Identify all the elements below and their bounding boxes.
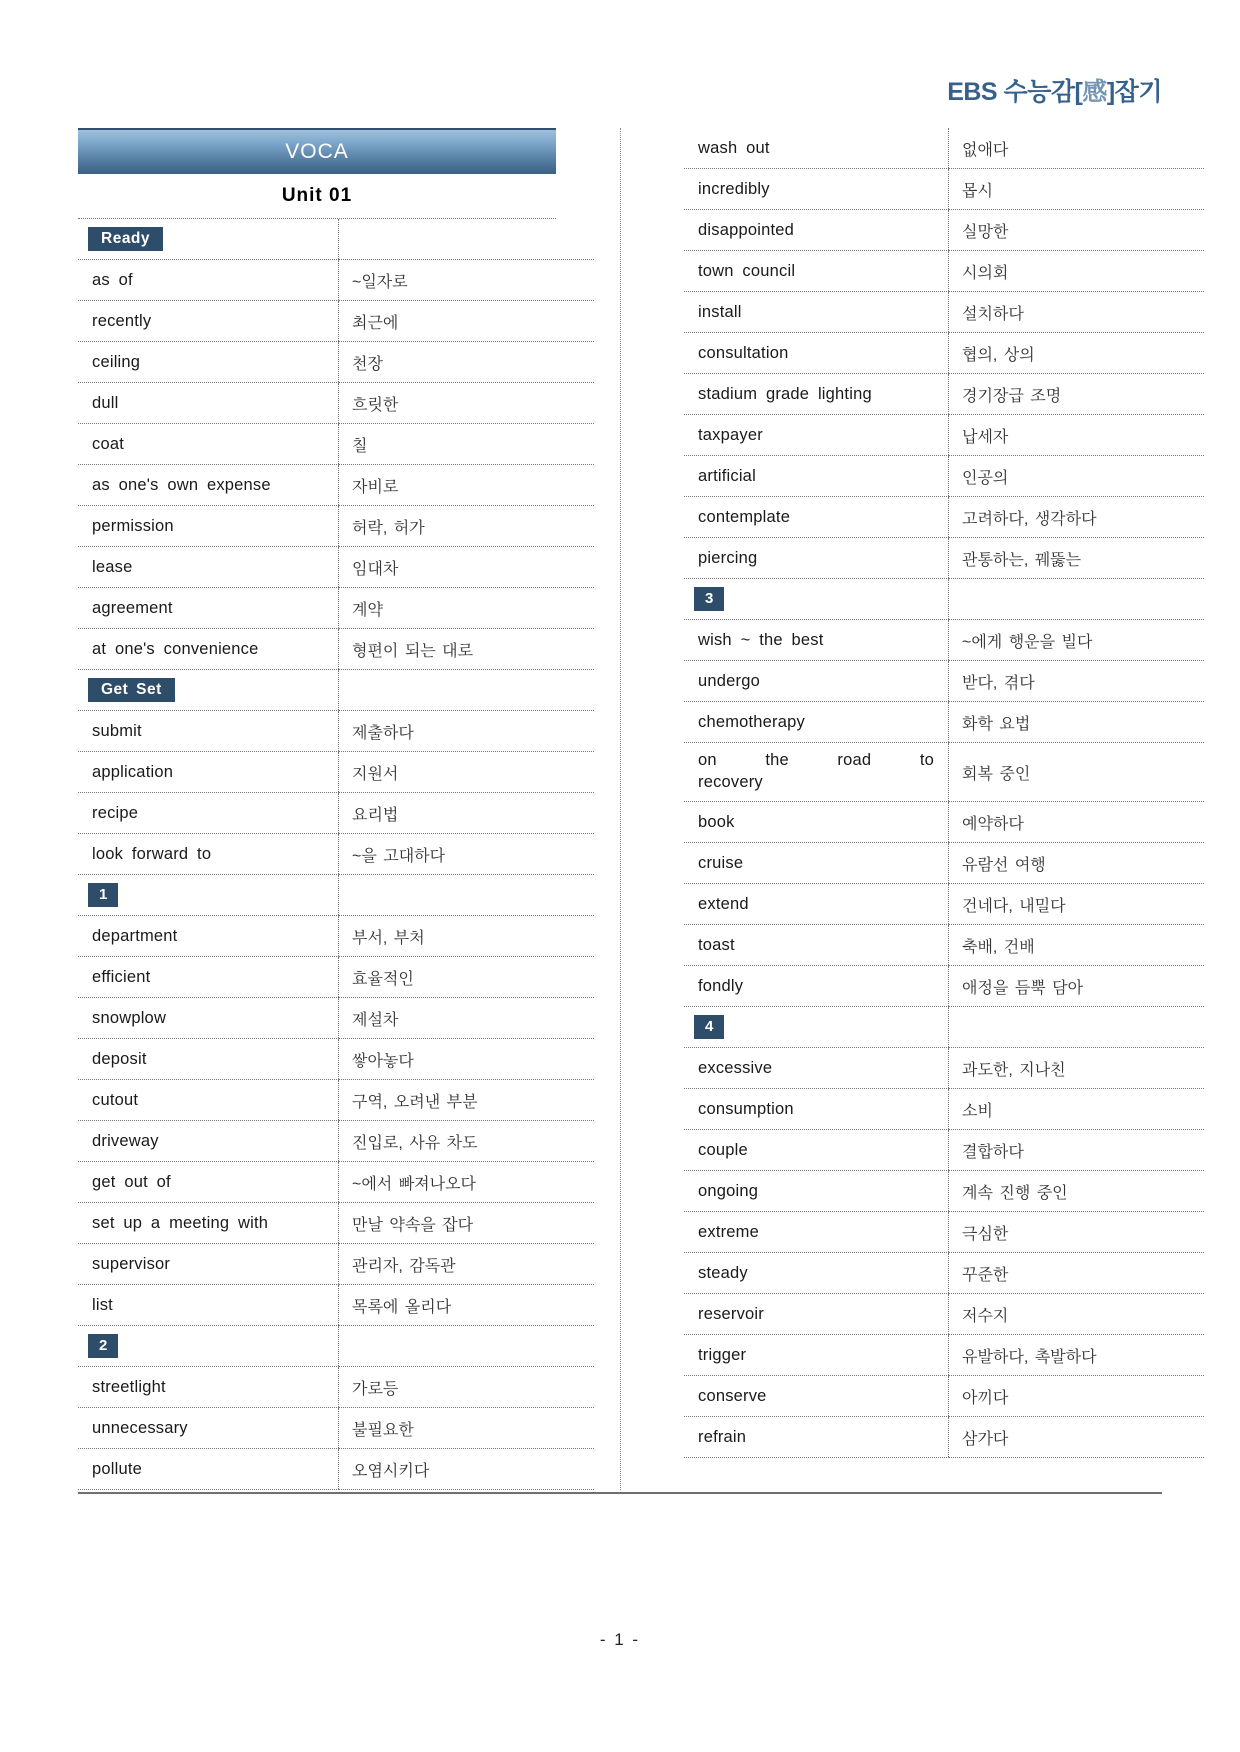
term-cell: application (78, 752, 339, 793)
term-cell: couple (684, 1130, 949, 1171)
section-badge-cell (78, 1326, 339, 1367)
term-cell: supervisor (78, 1244, 339, 1285)
term-line-1: on the road to (698, 751, 934, 770)
table-row (684, 925, 1204, 966)
table-row (78, 1121, 594, 1162)
table-row (684, 966, 1204, 1007)
table-row (78, 752, 594, 793)
meaning-cell: 애정을 듬뿍 담아 (949, 966, 1205, 1007)
term-cell: as one's own expense (78, 465, 339, 506)
meaning-cell: 제출하다 (339, 711, 595, 752)
meaning-cell: 흐릿한 (339, 383, 595, 424)
meaning-cell: 관통하는, 꿰뚫는 (949, 538, 1205, 579)
meaning-cell: 시의회 (949, 251, 1205, 292)
meaning-cell: 극심한 (949, 1212, 1205, 1253)
table-row (78, 1408, 594, 1449)
brand-hanja: 感 (1082, 78, 1107, 106)
brand-prefix: EBS 수능감[ (947, 78, 1083, 106)
term-cell: efficient (78, 957, 339, 998)
section-header-row (78, 670, 594, 711)
meaning-cell: 지원서 (339, 752, 595, 793)
meaning-cell: 예약하다 (949, 802, 1205, 843)
table-row (78, 1162, 594, 1203)
table-row (78, 424, 594, 465)
term-cell: trigger (684, 1335, 949, 1376)
section-number-row (78, 1326, 594, 1367)
term-cell: as of (78, 260, 339, 301)
meaning-cell: 자비로 (339, 465, 595, 506)
term-cell: department (78, 916, 339, 957)
meaning-cell: 진입로, 사유 차도 (339, 1121, 595, 1162)
table-row (684, 456, 1204, 497)
term-cell: reservoir (684, 1294, 949, 1335)
table-row (684, 251, 1204, 292)
table-row (684, 1212, 1204, 1253)
term-cell: stadium grade lighting (684, 374, 949, 415)
meaning-cell: 목록에 올리다 (339, 1285, 595, 1326)
table-row (684, 497, 1204, 538)
term-cell: agreement (78, 588, 339, 629)
table-row (684, 1089, 1204, 1130)
term-cell: book (684, 802, 949, 843)
unit-title-row (78, 174, 556, 219)
table-row (78, 793, 594, 834)
term-cell: ceiling (78, 342, 339, 383)
bottom-rule (78, 1492, 1162, 1494)
meaning-cell: 협의, 상의 (949, 333, 1205, 374)
voca-banner (78, 128, 556, 174)
term-cell: streetlight (78, 1367, 339, 1408)
table-row (78, 1367, 594, 1408)
term-cell: at one's convenience (78, 629, 339, 670)
page-number: - 1 - (599, 1630, 641, 1649)
table-row (684, 374, 1204, 415)
table-row (78, 834, 594, 875)
meaning-cell: 아끼다 (949, 1376, 1205, 1417)
term-cell: incredibly (684, 169, 949, 210)
table-row (684, 661, 1204, 702)
table-row (684, 1335, 1204, 1376)
term-cell: recently (78, 301, 339, 342)
section-badge-cell (78, 875, 339, 916)
section-label-badge: Get Set (88, 678, 175, 703)
term-cell: wash out (684, 128, 949, 169)
term-cell: toast (684, 925, 949, 966)
section-number-badge: 3 (694, 587, 724, 611)
table-row (684, 210, 1204, 251)
term-line-2: recovery (698, 773, 763, 791)
table-row (78, 1285, 594, 1326)
meaning-cell: 계약 (339, 588, 595, 629)
meaning-cell: 칠 (339, 424, 595, 465)
term-cell (684, 743, 949, 802)
meaning-cell: 유발하다, 촉발하다 (949, 1335, 1205, 1376)
meaning-cell: 설치하다 (949, 292, 1205, 333)
column-divider (556, 128, 684, 1490)
meaning-cell: 쌓아놓다 (339, 1039, 595, 1080)
meaning-cell: 과도한, 지나친 (949, 1048, 1205, 1089)
table-row (78, 629, 594, 670)
section-number-row (684, 1007, 1204, 1048)
meaning-cell: 계속 진행 중인 (949, 1171, 1205, 1212)
term-cell: artificial (684, 456, 949, 497)
meaning-cell: ~에서 빠져나오다 (339, 1162, 595, 1203)
left-vocab-table (78, 219, 594, 1490)
section-header-row (78, 219, 594, 260)
table-row (684, 1253, 1204, 1294)
right-vocab-table (684, 128, 1204, 1458)
left-column (78, 128, 556, 1490)
section-badge-cell (78, 670, 339, 711)
meaning-cell: 불필요한 (339, 1408, 595, 1449)
meaning-cell: 화학 요법 (949, 702, 1205, 743)
term-cell: get out of (78, 1162, 339, 1203)
table-row (684, 702, 1204, 743)
meaning-cell: 요리법 (339, 793, 595, 834)
table-row (78, 916, 594, 957)
term-cell: submit (78, 711, 339, 752)
vocabulary-columns (78, 128, 1162, 1490)
term-cell: unnecessary (78, 1408, 339, 1449)
meaning-cell: 오염시키다 (339, 1449, 595, 1490)
term-cell: contemplate (684, 497, 949, 538)
term-cell: pollute (78, 1449, 339, 1490)
table-row (684, 843, 1204, 884)
term-cell: steady (684, 1253, 949, 1294)
meaning-cell: ~일자로 (339, 260, 595, 301)
table-row (78, 547, 594, 588)
term-cell: permission (78, 506, 339, 547)
meaning-cell: 저수지 (949, 1294, 1205, 1335)
term-cell: coat (78, 424, 339, 465)
table-row (684, 128, 1204, 169)
term-cell: undergo (684, 661, 949, 702)
table-row (684, 743, 1204, 802)
meaning-cell: 축배, 건배 (949, 925, 1205, 966)
term-cell: consumption (684, 1089, 949, 1130)
term-cell: ongoing (684, 1171, 949, 1212)
table-row (684, 802, 1204, 843)
meaning-cell: 임대차 (339, 547, 595, 588)
meaning-cell: 삼가다 (949, 1417, 1205, 1458)
meaning-cell: 허락, 허가 (339, 506, 595, 547)
term-cell: piercing (684, 538, 949, 579)
term-cell: look forward to (78, 834, 339, 875)
table-row (78, 342, 594, 383)
meaning-cell: 받다, 겪다 (949, 661, 1205, 702)
table-row (684, 1130, 1204, 1171)
meaning-cell: 유람선 여행 (949, 843, 1205, 884)
section-number-badge: 2 (88, 1334, 118, 1358)
right-column (684, 128, 1162, 1490)
meaning-cell: 고려하다, 생각하다 (949, 497, 1205, 538)
meaning-cell: 만날 약속을 잡다 (339, 1203, 595, 1244)
meaning-cell: 가로등 (339, 1367, 595, 1408)
term-cell: refrain (684, 1417, 949, 1458)
term-cell: extreme (684, 1212, 949, 1253)
table-row (78, 260, 594, 301)
term-cell: taxpayer (684, 415, 949, 456)
term-cell: deposit (78, 1039, 339, 1080)
meaning-cell: 회복 중인 (949, 743, 1205, 802)
table-row (78, 1244, 594, 1285)
meaning-cell: 건네다, 내밀다 (949, 884, 1205, 925)
document-brand-header (947, 72, 1162, 108)
meaning-cell: 부서, 부처 (339, 916, 595, 957)
term-cell: disappointed (684, 210, 949, 251)
meaning-cell: 효율적인 (339, 957, 595, 998)
term-cell: wish ~ the best (684, 620, 949, 661)
meaning-cell: 결합하다 (949, 1130, 1205, 1171)
page-footer (0, 1630, 1240, 1650)
table-row (78, 1039, 594, 1080)
table-row (684, 538, 1204, 579)
table-row (78, 301, 594, 342)
term-cell: install (684, 292, 949, 333)
term-cell: recipe (78, 793, 339, 834)
section-number-badge: 4 (694, 1015, 724, 1039)
term-cell: fondly (684, 966, 949, 1007)
table-row (78, 1449, 594, 1490)
term-cell: excessive (684, 1048, 949, 1089)
meaning-cell: 인공의 (949, 456, 1205, 497)
table-row (78, 506, 594, 547)
term-cell: driveway (78, 1121, 339, 1162)
meaning-cell: 납세자 (949, 415, 1205, 456)
term-cell: cutout (78, 1080, 339, 1121)
voca-banner-title: VOCA (285, 140, 349, 163)
meaning-cell: 경기장급 조명 (949, 374, 1205, 415)
meaning-cell: 형편이 되는 대로 (339, 629, 595, 670)
meaning-cell: 천장 (339, 342, 595, 383)
meaning-cell: 제설차 (339, 998, 595, 1039)
table-row (684, 1048, 1204, 1089)
meaning-cell-empty (949, 1007, 1205, 1048)
term-cell: extend (684, 884, 949, 925)
table-row (78, 465, 594, 506)
table-row (684, 620, 1204, 661)
meaning-cell: 관리자, 감독관 (339, 1244, 595, 1285)
section-number-row (684, 579, 1204, 620)
term-cell: town council (684, 251, 949, 292)
table-row (684, 292, 1204, 333)
term-cell: list (78, 1285, 339, 1326)
table-row (78, 957, 594, 998)
term-cell: snowplow (78, 998, 339, 1039)
term-cell: chemotherapy (684, 702, 949, 743)
table-row (78, 383, 594, 424)
meaning-cell: ~에게 행운을 빌다 (949, 620, 1205, 661)
meaning-cell: 소비 (949, 1089, 1205, 1130)
meaning-cell: 실망한 (949, 210, 1205, 251)
term-cell: dull (78, 383, 339, 424)
brand-suffix: ]잡기 (1106, 78, 1162, 106)
term-cell: conserve (684, 1376, 949, 1417)
term-cell: set up a meeting with (78, 1203, 339, 1244)
table-row (684, 169, 1204, 210)
term-cell: lease (78, 547, 339, 588)
table-row (684, 1417, 1204, 1458)
meaning-cell: 구역, 오려낸 부분 (339, 1080, 595, 1121)
term-cell: cruise (684, 843, 949, 884)
section-number-row (78, 875, 594, 916)
meaning-cell: ~을 고대하다 (339, 834, 595, 875)
term-cell: consultation (684, 333, 949, 374)
table-row (684, 333, 1204, 374)
section-label-badge: Ready (88, 227, 163, 252)
table-row (78, 998, 594, 1039)
table-row (684, 1294, 1204, 1335)
section-badge-cell (684, 579, 949, 620)
table-row (78, 711, 594, 752)
table-row (684, 1171, 1204, 1212)
meaning-cell: 몹시 (949, 169, 1205, 210)
meaning-cell-empty (949, 579, 1205, 620)
table-row (684, 415, 1204, 456)
table-row (78, 588, 594, 629)
section-badge-cell (684, 1007, 949, 1048)
unit-label: Unit 01 (281, 185, 353, 206)
meaning-cell: 꾸준한 (949, 1253, 1205, 1294)
section-number-badge: 1 (88, 883, 118, 907)
table-row (684, 884, 1204, 925)
table-row (78, 1203, 594, 1244)
section-badge-cell (78, 219, 339, 260)
table-row (78, 1080, 594, 1121)
table-row (684, 1376, 1204, 1417)
meaning-cell: 최근에 (339, 301, 595, 342)
meaning-cell: 없애다 (949, 128, 1205, 169)
